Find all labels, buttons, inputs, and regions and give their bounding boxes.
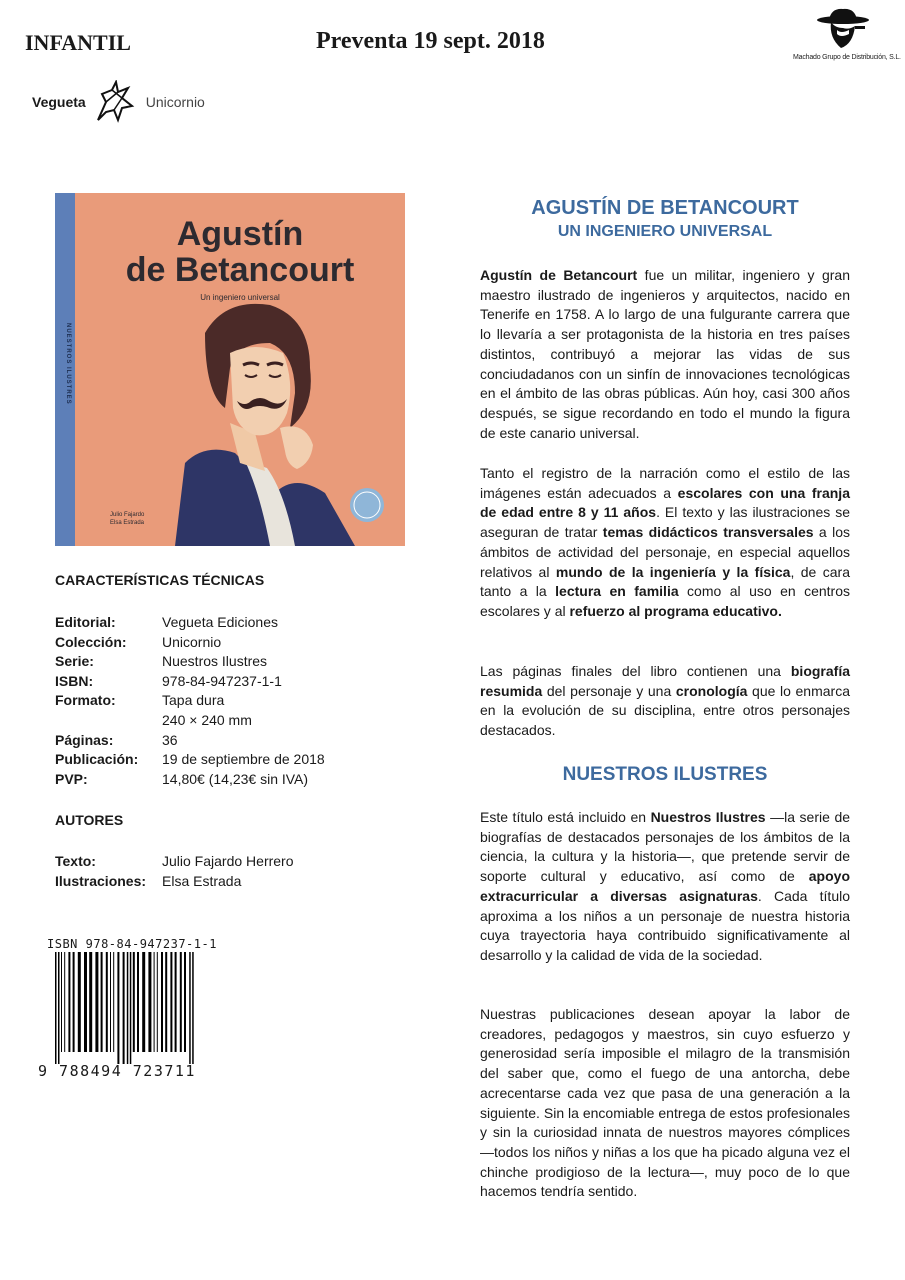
cover-authors — [110, 511, 144, 527]
tech-key: Serie: — [55, 653, 94, 670]
tech-key: Editorial: — [55, 614, 116, 630]
tech-value: 19 de septiembre de 2018 — [162, 751, 325, 768]
text-span: Tanto el registro de la narración como el estilo de las imágenes están adecuados a — [480, 465, 850, 501]
barcode-bar — [101, 952, 103, 1052]
text-span: del personaje y una — [542, 682, 676, 699]
bold-span: apoyo extracurricular a diversas asignaturas — [480, 868, 850, 904]
barcode — [47, 952, 207, 1064]
tech-row — [55, 633, 325, 653]
tech-row — [55, 672, 325, 692]
barcode-bar — [130, 952, 132, 1064]
barcode-bar — [192, 952, 194, 1064]
tech-value: 240 × 240 mm — [162, 711, 252, 728]
text-span: Este título está incluido en — [480, 809, 651, 825]
publisher-logo — [32, 80, 205, 124]
tech-value: Unicornio — [162, 633, 222, 650]
barcode-bar — [64, 952, 65, 1052]
author-row — [55, 871, 294, 891]
tech-key: PVP: — [55, 770, 88, 787]
bold-span: mundo de la ingeniería y la física — [555, 563, 791, 580]
barcode-bar — [137, 952, 139, 1052]
tech-value: 978-84-947237-1-1 — [162, 672, 282, 689]
barcode-bar — [175, 952, 177, 1052]
barcode-bar — [123, 952, 125, 1064]
hat-man-icon — [815, 8, 871, 54]
audience-paragraph — [480, 464, 850, 622]
text-span: a los ámbitos de actividad del personaje, en especial aquellos relativos al — [480, 524, 850, 580]
barcode-bar — [184, 952, 186, 1052]
tech-row — [55, 652, 325, 672]
appendix-paragraph — [480, 662, 850, 741]
barcode-bar — [161, 952, 163, 1052]
author-value: Julio Fajardo Herrero — [162, 853, 294, 869]
mission-paragraph: Nuestras publicaciones desean apoyar la labor de creadores, pedagogos y maestros, sin cuyo esfuerzo y generosidad sería imposible el milagro de la transmisión del saber que, como el fuego de una antorcha, debe acrecentarse cada vez que pasa de una generación a la siguiente. Sin la encomiable entrega de estos profesionales y sin la curiosidad innata de nuestros mayores cómplices —todos los niños y niñas a los que ha picado alguna vez el chinche prodigioso de la lectura—, muy poco de lo que hacemos tendría sentido. — [480, 1006, 850, 1200]
distributor-name: Machado Grupo de Distribución, S.L. — [793, 54, 901, 61]
cover-author1: Julio Fajardo — [110, 512, 145, 518]
barcode-bar — [106, 952, 108, 1052]
tech-row — [55, 711, 325, 731]
bold-span: escolares con una franja de edad entre 8 y 11 años — [480, 484, 850, 521]
book-title: AGUSTÍN DE BETANCOURT — [531, 197, 799, 219]
barcode-bar — [73, 952, 75, 1052]
authors-title: AUTORES — [55, 812, 124, 828]
barcode-bar — [113, 952, 114, 1052]
tech-key: Publicación: — [55, 751, 139, 768]
barcode-bar — [58, 952, 60, 1064]
tech-value: Nuestros Ilustres — [162, 653, 268, 670]
bold-span: lectura en familia — [555, 583, 679, 600]
barcode-bar — [165, 952, 167, 1052]
tech-key: Páginas: — [55, 731, 114, 748]
text-span: como al uso en centros escolares y al — [480, 583, 850, 619]
barcode-bar — [189, 952, 191, 1064]
barcode-bar — [154, 952, 155, 1052]
author-key: Ilustraciones: — [55, 873, 147, 889]
category-label: INFANTIL — [25, 30, 131, 55]
cover-subtitle: Un ingeniero universal — [200, 293, 280, 302]
barcode-bar — [84, 952, 87, 1052]
tech-row — [55, 691, 325, 711]
barcode-bar — [148, 952, 151, 1052]
tech-key: ISBN: — [55, 672, 94, 689]
book-cover — [55, 193, 405, 546]
tech-key: Colección: — [55, 633, 127, 650]
barcode-bar — [127, 952, 129, 1064]
bold-span: cronología — [675, 682, 748, 699]
bold-span: refuerzo al programa educativo. — [569, 602, 782, 619]
barcode-bar — [170, 952, 172, 1052]
distributor-logo — [793, 8, 901, 61]
bold-span: Agustín de Betancourt — [480, 267, 638, 283]
presale-date: Preventa 19 sept. 2018 — [316, 28, 545, 54]
cover-title-line1: Agustín — [176, 215, 304, 253]
text-span: fue un militar, ingeniero y gran maestro ilustrado de ingenieros y arquitectos, nacido en Tenerife en 1758. A lo largo de una fulgurante carrera que lo llevaría a ser protagonista de la historia en tres países distintos, contribuyó a mejorar las vidas de sus conciudadanos con un sinfín de innovaciones tecnológicas en el ámbito de las obras públicas. Aún hoy, casi 300 años después, se sigue recordando en todo el mundo la figura de este canario universal. — [480, 267, 850, 441]
barcode-bar — [61, 952, 62, 1052]
book-subtitle: UN INGENIERO UNIVERSAL — [557, 223, 773, 240]
bold-span: Nuestros Ilustres — [650, 809, 766, 825]
text-span: . Cada título aproxima a los niños a un personaje de nuestra historia cuya trayectoria haya contribuido significativamente al desarrollo y la calidad de vida de la sociedad. — [480, 887, 850, 963]
text-span: , de cara tanto a la — [480, 563, 850, 600]
series-title: NUESTROS ILUSTRES — [562, 764, 768, 785]
tech-row — [55, 770, 325, 790]
barcode-bar — [142, 952, 145, 1052]
tech-table — [55, 613, 325, 789]
tech-value: 14,80€ (14,23€ sin IVA) — [162, 770, 309, 787]
tech-key — [55, 711, 162, 731]
series-paragraph — [480, 808, 850, 966]
barcode-bar — [95, 952, 98, 1052]
text-span: . El texto y las ilustraciones se aseguran de tratar — [480, 504, 851, 541]
cover-title-line2: de Betancourt — [125, 251, 355, 289]
description-paragraph — [480, 266, 850, 443]
barcode-bar — [55, 952, 57, 1064]
bold-span: temas didácticos transversales — [602, 524, 814, 541]
author-key: Texto: — [55, 853, 96, 869]
tech-value: Tapa dura — [162, 692, 225, 709]
tech-value: 36 — [162, 731, 178, 748]
unicorn-icon — [92, 80, 140, 124]
publisher-collection: Unicornio — [145, 94, 205, 110]
barcode-bar — [157, 952, 158, 1052]
barcode-bar — [89, 952, 92, 1052]
publisher-brand: Vegueta — [32, 94, 86, 110]
tech-row — [55, 731, 325, 751]
cover-spine-text: NUESTROS ILUSTRES — [65, 323, 71, 405]
barcode-digits: 9 788494 723711 — [38, 1062, 196, 1080]
tech-title: CARACTERÍSTICAS TÉCNICAS — [55, 572, 265, 588]
bold-span: biografía resumida — [480, 663, 850, 699]
author-value: Elsa Estrada — [162, 873, 242, 889]
barcode-bar — [133, 952, 135, 1052]
barcode-bar — [180, 952, 182, 1052]
cover-author2: Elsa Estrada — [110, 520, 145, 526]
barcode-bar — [117, 952, 119, 1064]
authors-table — [55, 851, 294, 891]
text-span: que lo enmarca en la evolución de su disciplina, entre otros personajes destacados. — [480, 682, 850, 739]
author-row — [55, 851, 294, 871]
text-span: Las páginas finales del libro contienen una — [480, 663, 791, 679]
tech-key: Formato: — [55, 692, 116, 709]
barcode-bar — [110, 952, 111, 1052]
text-span: —la serie de biografías de destacados personajes de los ámbitos de la ciencia, la cultura y la historia—, que pretende servir de soporte cultural y educativo, así como de — [480, 809, 851, 885]
barcode-isbn-label: ISBN 978-84-947237-1-1 — [47, 937, 217, 951]
barcode-bar — [68, 952, 70, 1052]
barcode-bar — [78, 952, 81, 1052]
tech-row — [55, 613, 325, 633]
tech-row — [55, 750, 325, 770]
tech-value: Vegueta Ediciones — [162, 614, 278, 630]
